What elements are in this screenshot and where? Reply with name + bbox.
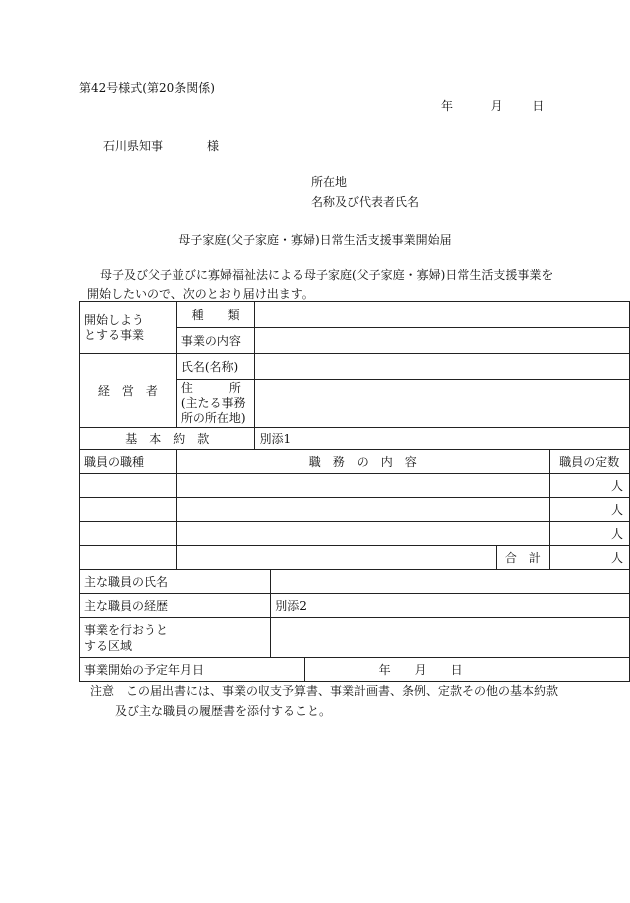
total-count-cell[interactable]: 人: [549, 546, 629, 570]
staff-count-cell[interactable]: 人: [549, 474, 629, 498]
date-month: 月: [490, 99, 503, 113]
staff-type-cell[interactable]: [80, 474, 177, 498]
content-label: 事業の内容: [176, 328, 255, 354]
kind-label: 種 類: [176, 302, 255, 328]
honorific: 様: [207, 139, 220, 153]
location-label: 所在地: [311, 175, 348, 189]
operator-name-label: 氏名(名称): [176, 354, 255, 380]
note-line-2: 及び主な職員の履歴書を添付すること。: [115, 704, 332, 718]
content-field[interactable]: [255, 328, 630, 354]
submission-date: [441, 99, 544, 114]
intro-line-2: 開始したいので、次のとおり届け出ます。: [87, 287, 314, 301]
operator-name-field[interactable]: [255, 354, 630, 380]
staff-type-header: 職員の職種: [80, 450, 177, 474]
application-table: [79, 301, 630, 682]
basic-terms-label: 基 本 約 款: [80, 428, 255, 450]
start-date-value[interactable]: 年 月 日: [304, 658, 629, 682]
representative-name-label: 名称及び代表者氏名: [311, 195, 420, 209]
note-line-1: 注意 この届出書には、事業の収支予算書、事業計画書、条例、定款その他の基本約款: [90, 684, 559, 698]
document-title: 母子家庭(父子家庭・寡婦)日常生活支援事業開始届: [178, 233, 452, 247]
staff-count-header: 職員の定数: [549, 450, 629, 474]
date-year: 年: [441, 99, 454, 113]
form-number: 第42号様式(第20条関係): [79, 81, 215, 95]
start-date-label: 事業開始の予定年月日: [80, 658, 305, 682]
staff-type-cell[interactable]: [80, 522, 177, 546]
basic-terms-value: 別添1: [255, 428, 630, 450]
main-staff-history-label: 主な職員の経歴: [80, 594, 271, 618]
duties-cell[interactable]: [176, 474, 549, 498]
staff-count-cell[interactable]: 人: [549, 498, 629, 522]
duties-cell[interactable]: [176, 498, 549, 522]
addressee-name: 石川県知事: [103, 139, 164, 153]
duties-cell[interactable]: [176, 522, 549, 546]
staff-count-cell[interactable]: 人: [549, 522, 629, 546]
main-staff-names-label: 主な職員の氏名: [80, 570, 271, 594]
duties-cell[interactable]: [176, 546, 496, 570]
intro-line-1: 母子及び父子並びに寡婦福祉法による母子家庭(父子家庭・寡婦)日常生活支援事業を: [100, 268, 554, 282]
staff-type-cell[interactable]: [80, 498, 177, 522]
operator-address-label: 住 所 (主たる事務 所の所在地): [176, 380, 255, 428]
duties-header: 職 務 の 内 容: [176, 450, 549, 474]
staff-type-cell[interactable]: [80, 546, 177, 570]
main-staff-names-field[interactable]: [271, 570, 630, 594]
business-label: 開始しよう とする事業: [80, 302, 177, 354]
operator-label: 経 営 者: [80, 354, 177, 428]
addressee: [103, 139, 219, 154]
operator-address-field[interactable]: [255, 380, 630, 428]
kind-field[interactable]: [255, 302, 630, 328]
total-label: 合 計: [497, 546, 550, 570]
area-label: 事業を行おうと する区域: [80, 618, 271, 658]
date-day: 日: [532, 99, 545, 113]
area-field[interactable]: [271, 618, 630, 658]
main-staff-history-value: 別添2: [271, 594, 630, 618]
